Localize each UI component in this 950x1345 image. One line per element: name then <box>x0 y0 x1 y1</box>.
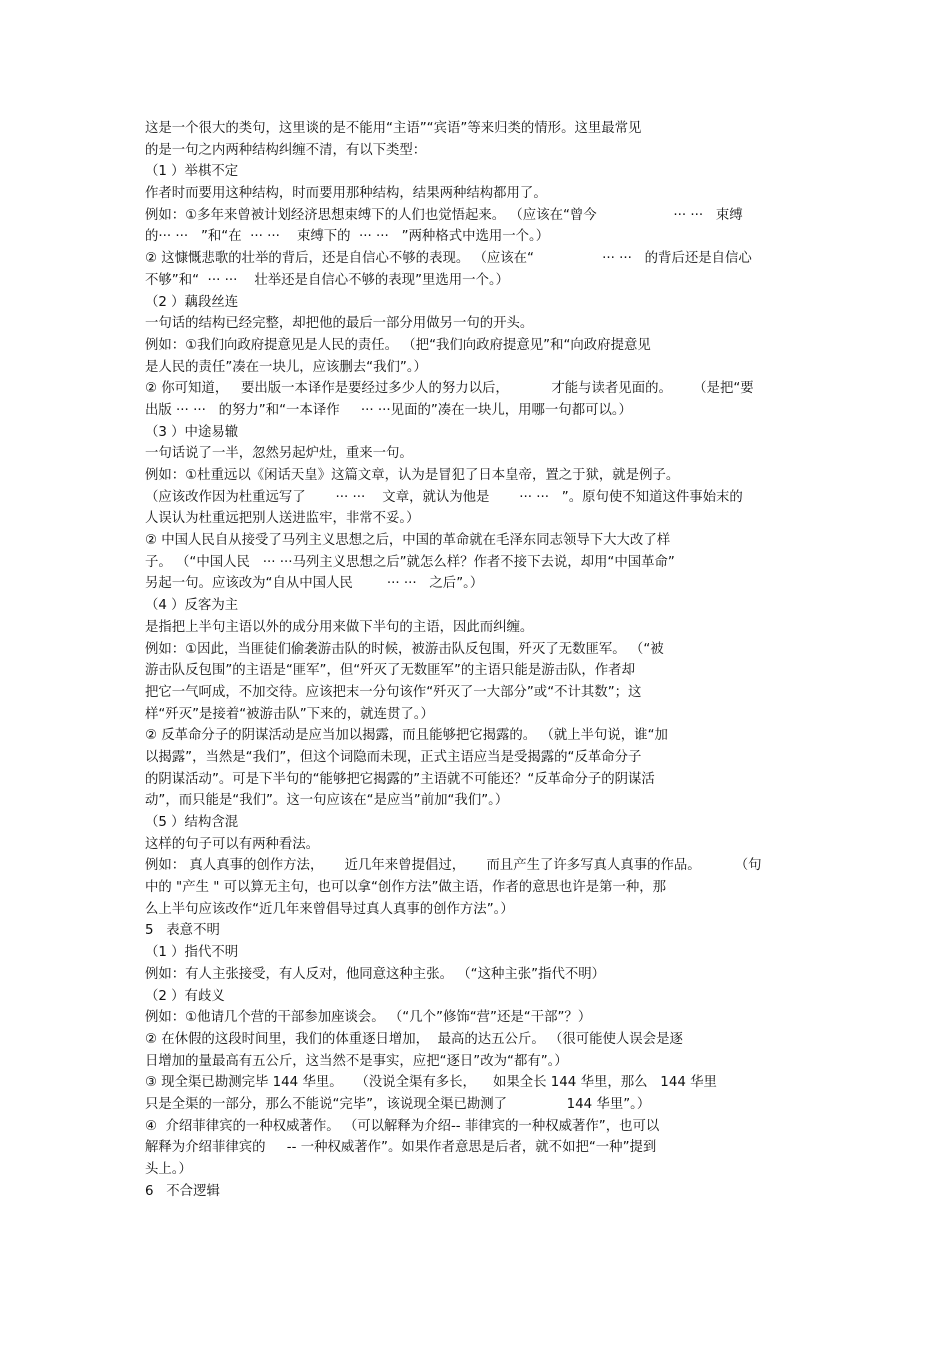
text-line: ② 中国人民自从接受了马列主义思想之后，中国的革命就在毛泽东同志领导下大大改了样 <box>145 533 671 549</box>
text-line: 是指把上半句主语以外的成分用来做下半句的主语，因此而纠缠。 <box>145 619 534 635</box>
text-line: ④ 介绍菲律宾的一种权威著作。 （可以解释为介绍-- 菲律宾的一种权威著作”，也可以 <box>145 1118 660 1134</box>
section-heading: （3 ）中途易辙 <box>145 424 239 440</box>
text-line: 人误认为杜重远把别人送进监牢，非常不妥。） <box>145 511 420 527</box>
text-line: 一句话的结构已经完整，却把他的最后一部分用做另一句的开头。 <box>145 316 534 332</box>
text-line: 这是一个很大的类句，这里谈的是不能用“主语”“宾语”等来归类的情形。这里最常见 <box>145 121 642 136</box>
text-line: ② 在休假的这段时间里，我们的体重逐日增加， 最高的达五公斤。 （很可能使人误会是逐 <box>145 1031 683 1047</box>
text-line: 例如： 真人真事的创作方法， 近几年来曾提倡过， 而且产生了许多写真人真事的作品。 （句 <box>145 858 762 874</box>
text-line: 动”，而只能是“我们”。这一句应该在“是应当”前加“我们”。） <box>145 793 509 809</box>
text-line: 例如：①我们向政府提意见是人民的责任。 （把“我们向政府提意见”和“向政府提意见 <box>145 337 651 353</box>
section-heading: （4 ）反客为主 <box>145 598 239 614</box>
text-line: 的是一句之内两种结构纠缠不清，有以下类型： <box>145 142 427 158</box>
text-line: 解释为介绍菲律宾的 -- 一种权威著作”。如果作者意思是后者，就不如把“一种”提到 <box>145 1140 657 1156</box>
text-line: 出版 ··· ··· 的努力”和“一本译作 ··· ···见面的”凑在一块儿，用哪一句都可以。） <box>145 402 632 418</box>
text-line: 中的 "产生 " 可以算无主句，也可以拿“创作方法”做主语，作者的意思也许是第一种，那 <box>145 880 667 896</box>
section-heading: （1 ）举棋不定 <box>145 164 239 180</box>
text-line: 例如：有人主张接受，有人反对，他同意这种主张。 （“这种主张”指代不明） <box>145 966 606 982</box>
text-line: 例如：①因此，当匪徒们偷袭游击队的时候，被游击队反包围，歼灭了无数匪军。 （“被 <box>145 641 664 657</box>
text-line: 么上半句应该改作“近几年来曾倡导过真人真事的创作方法”。） <box>145 901 514 917</box>
text-line: 日增加的量最高有五公斤，这当然不是事实，应把“逐日”改为“都有”。） <box>145 1053 568 1069</box>
text-line: 另起一句。应该改为“自从中国人民 ··· ··· 之后”。） <box>145 576 484 592</box>
text-line: 以揭露”，当然是“我们”，但这个词隐而未现，正式主语应当是受揭露的“反革命分子 <box>145 749 642 765</box>
text-line: ② 这慷慨悲歌的壮举的背后，还是自信心不够的表现。 （应该在“ ··· ··· 的背后还是自信心 <box>145 251 752 267</box>
text-line: （应该改作因为杜重远写了 ··· ··· 文章，就认为他是 ··· ··· ”。原句使不知道这件事始末的 <box>145 489 743 505</box>
text-line: 的阴谋活动”。可是下半句的“能够把它揭露的”主语就不可能还？“反革命分子的阴谋活 <box>145 771 655 787</box>
text-line: 游击队反包围”的主语是“匪军”，但“歼灭了无数匪军”的主语只能是游击队，作者却 <box>145 663 635 679</box>
text-line: 例如：①他请几个营的干部参加座谈会。 （“几个”修饰“营”还是“干部”？） <box>145 1010 592 1026</box>
chapter-heading: 5 表意不明 <box>145 923 220 939</box>
text-line: ② 反革命分子的阴谋活动是应当加以揭露，而且能够把它揭露的。 （就上半句说，谁“加 <box>145 728 668 744</box>
text-line: 作者时而要用这种结构，时而要用那种结构，结果两种结构都用了。 <box>145 186 547 202</box>
text-line: 是人民的责任”凑在一块儿，应该删去“我们”。） <box>145 359 427 375</box>
section-heading: （1 ）指代不明 <box>145 945 239 961</box>
text-line: 例如：①多年来曾被计划经济思想束缚下的人们也觉悟起来。 （应该在“曾今 ··· ··· 束缚 <box>145 207 743 223</box>
text-line: 不够”和“ ··· ··· 壮举还是自信心不够的表现”里选用一个。） <box>145 272 510 288</box>
text-line: 只是全渠的一部分，那么不能说“完毕”，该说现全渠已勘测了 144 华里”。） <box>145 1096 651 1112</box>
chapter-heading: 6 不合逻辑 <box>145 1183 220 1199</box>
text-line: 这样的句子可以有两种看法。 <box>145 836 320 852</box>
section-heading: （2 ）藕段丝连 <box>145 294 239 310</box>
text-line: 子。 （“中国人民 ··· ···马列主义思想之后”就怎么样？作者不接下去说，却用“中国革命” <box>145 554 675 570</box>
text-line: ③ 现全渠已勘测完毕 144 华里。 （没说全渠有多长， 如果全长 144 华里，那么 144 华里 <box>145 1075 717 1091</box>
section-heading: （5 ）结构含混 <box>145 815 239 830</box>
text-line: 例如：①杜重远以《闲话天皇》这篇文章，认为是冒犯了日本皇帝，置之于狱，就是例子。 <box>145 468 680 483</box>
text-line: 一句话说了一半，忽然另起炉灶，重来一句。 <box>145 446 413 462</box>
text-line: 的··· ··· ”和“在 ··· ··· 束缚下的 ··· ··· ”两种格式中选用一个。） <box>145 229 550 245</box>
text-line: ② 你可知道， 要出版一本译作是要经过多少人的努力以后， 才能与读者见面的。 （是把“要 <box>145 381 754 397</box>
text-line: 样“歼灭”是接着“被游击队”下来的，就连贯了。） <box>145 706 434 722</box>
section-heading: （2 ）有歧义 <box>145 988 225 1004</box>
text-line: 把它一气呵成，不加交待。应该把末一分句该作“歼灭了一大部分”或“不计其数”；这 <box>145 684 642 700</box>
text-line: 头上。） <box>145 1162 192 1177</box>
document-body <box>145 118 825 1202</box>
